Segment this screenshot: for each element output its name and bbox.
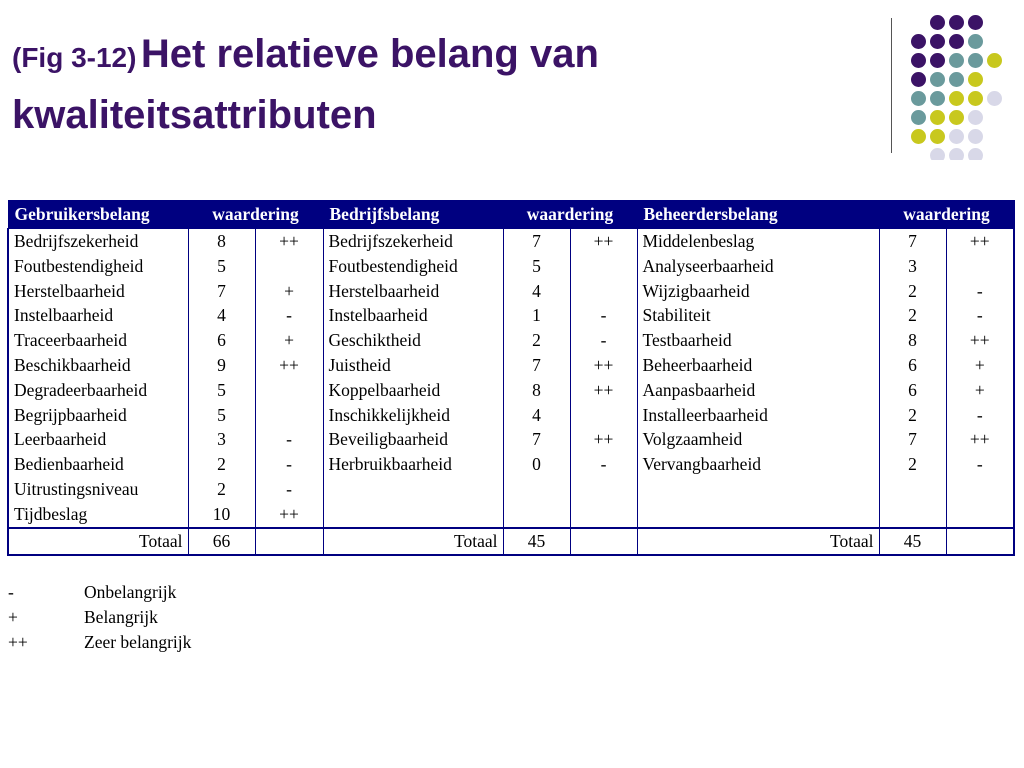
attribute-score: 4 xyxy=(503,403,570,428)
attribute-score: 8 xyxy=(879,328,946,353)
attribute-score: 4 xyxy=(188,303,255,328)
attribute-score: 8 xyxy=(188,229,255,254)
attribute-mark xyxy=(255,254,323,279)
attribute-name: Herstelbaarheid xyxy=(323,279,503,304)
attribute-mark: ++ xyxy=(255,353,323,378)
attribute-score xyxy=(503,502,570,528)
attribute-name xyxy=(323,477,503,502)
attribute-name: Tijdbeslag xyxy=(8,502,188,528)
attribute-name: Bedrijfszekerheid xyxy=(323,229,503,254)
header-gebruikersbelang: Gebruikersbelang xyxy=(8,201,188,229)
legend-text: Onbelangrijk xyxy=(84,582,177,602)
attribute-name: Geschiktheid xyxy=(323,328,503,353)
attribute-mark xyxy=(946,477,1014,502)
attribute-score: 2 xyxy=(879,303,946,328)
decorative-dot xyxy=(930,53,945,68)
attribute-score xyxy=(879,477,946,502)
attribute-name: Aanpasbaarheid xyxy=(637,378,879,403)
attribute-mark: ++ xyxy=(570,378,637,403)
legend-text: Zeer belangrijk xyxy=(84,632,192,652)
attribute-score: 6 xyxy=(879,353,946,378)
attribute-score: 0 xyxy=(503,452,570,477)
attribute-name: Begrijpbaarheid xyxy=(8,403,188,428)
table-row xyxy=(8,254,1014,279)
attribute-score: 8 xyxy=(503,378,570,403)
title-divider xyxy=(891,18,892,153)
attribute-name xyxy=(637,502,879,528)
table-row xyxy=(8,452,1014,477)
attribute-score xyxy=(503,477,570,502)
attribute-mark xyxy=(570,254,637,279)
decorative-dot xyxy=(949,110,964,125)
total-empty xyxy=(255,528,323,555)
attribute-name: Beveiligbaarheid xyxy=(323,427,503,452)
attribute-name: Uitrustingsniveau xyxy=(8,477,188,502)
attribute-score: 7 xyxy=(188,279,255,304)
attribute-name: Beschikbaarheid xyxy=(8,353,188,378)
decorative-dot xyxy=(930,72,945,87)
quality-attributes-table xyxy=(7,200,1015,556)
attribute-name: Bedienbaarheid xyxy=(8,452,188,477)
attribute-name: Foutbestendigheid xyxy=(8,254,188,279)
total-label: Totaal xyxy=(8,528,188,555)
decorative-dot xyxy=(911,110,926,125)
table-row xyxy=(8,229,1014,254)
attribute-mark: - xyxy=(946,303,1014,328)
decorative-dot xyxy=(949,129,964,144)
decorative-dot xyxy=(968,148,983,160)
decorative-dot xyxy=(911,91,926,106)
attribute-score: 5 xyxy=(503,254,570,279)
attribute-name: Foutbestendigheid xyxy=(323,254,503,279)
attribute-score: 3 xyxy=(879,254,946,279)
legend-text: Belangrijk xyxy=(84,607,158,627)
attribute-score: 7 xyxy=(503,427,570,452)
decorative-dot xyxy=(930,110,945,125)
decorative-dot xyxy=(968,129,983,144)
decorative-dot xyxy=(930,34,945,49)
attribute-name: Testbaarheid xyxy=(637,328,879,353)
attribute-mark: + xyxy=(255,279,323,304)
legend-symbol: ++ xyxy=(8,632,28,652)
attribute-name: Instelbaarheid xyxy=(8,303,188,328)
attribute-name: Vervangbaarheid xyxy=(637,452,879,477)
decorative-dot xyxy=(949,34,964,49)
decorative-dot xyxy=(949,53,964,68)
attribute-mark xyxy=(570,403,637,428)
attribute-name: Inschikkelijkheid xyxy=(323,403,503,428)
attribute-name: Analyseerbaarheid xyxy=(637,254,879,279)
attribute-mark: - xyxy=(946,452,1014,477)
total-value: 66 xyxy=(188,528,255,555)
total-empty xyxy=(946,528,1014,555)
table-row xyxy=(8,502,1014,528)
decorative-dot xyxy=(930,91,945,106)
attribute-score: 6 xyxy=(879,378,946,403)
attribute-score: 1 xyxy=(503,303,570,328)
attribute-mark: + xyxy=(946,353,1014,378)
attribute-mark: - xyxy=(946,279,1014,304)
attribute-mark: - xyxy=(255,427,323,452)
figure-number: (Fig 3-12) xyxy=(12,42,137,73)
attribute-name: Instelbaarheid xyxy=(323,303,503,328)
attribute-name: Wijzigbaarheid xyxy=(637,279,879,304)
attribute-name: Juistheid xyxy=(323,353,503,378)
attribute-name: Herstelbaarheid xyxy=(8,279,188,304)
total-value: 45 xyxy=(503,528,570,555)
attribute-mark: - xyxy=(255,303,323,328)
table-row xyxy=(8,279,1014,304)
attribute-score: 2 xyxy=(879,452,946,477)
attribute-mark xyxy=(946,502,1014,528)
table-row xyxy=(8,328,1014,353)
slide-title xyxy=(12,28,872,150)
decorative-dot xyxy=(949,91,964,106)
attribute-mark: - xyxy=(570,452,637,477)
decorative-dot xyxy=(911,129,926,144)
decorative-dot xyxy=(987,91,1002,106)
table-row xyxy=(8,353,1014,378)
decorative-dot xyxy=(911,34,926,49)
attribute-mark: - xyxy=(570,328,637,353)
table-row xyxy=(8,477,1014,502)
decorative-dot xyxy=(911,53,926,68)
total-row xyxy=(8,528,1014,555)
decorative-dot xyxy=(968,91,983,106)
attribute-mark: ++ xyxy=(255,229,323,254)
decorative-dot xyxy=(968,15,983,30)
attribute-mark: + xyxy=(255,328,323,353)
legend-symbol: + xyxy=(8,607,18,627)
attribute-name: Degradeerbaarheid xyxy=(8,378,188,403)
attribute-mark: ++ xyxy=(570,229,637,254)
attribute-mark: ++ xyxy=(255,502,323,528)
decorative-dot xyxy=(930,15,945,30)
header-waardering-2: waardering xyxy=(503,201,637,229)
attribute-mark: ++ xyxy=(570,353,637,378)
attribute-mark: - xyxy=(570,303,637,328)
attribute-score xyxy=(879,502,946,528)
attribute-name xyxy=(637,477,879,502)
total-label: Totaal xyxy=(323,528,503,555)
attribute-score: 7 xyxy=(879,427,946,452)
attribute-score: 6 xyxy=(188,328,255,353)
attribute-mark xyxy=(570,477,637,502)
decorative-dot xyxy=(968,34,983,49)
attribute-mark: - xyxy=(255,477,323,502)
attribute-score: 4 xyxy=(503,279,570,304)
attribute-name: Leerbaarheid xyxy=(8,427,188,452)
attribute-name: Koppelbaarheid xyxy=(323,378,503,403)
attribute-mark xyxy=(946,254,1014,279)
attribute-score: 2 xyxy=(879,279,946,304)
total-empty xyxy=(570,528,637,555)
total-value: 45 xyxy=(879,528,946,555)
decorative-dot xyxy=(930,129,945,144)
decorative-dot xyxy=(987,53,1002,68)
title-line-1: Het relatieve belang van xyxy=(140,32,599,76)
table-row xyxy=(8,403,1014,428)
attribute-mark: ++ xyxy=(946,427,1014,452)
attribute-score: 2 xyxy=(188,477,255,502)
decorative-dot xyxy=(968,110,983,125)
attribute-score: 3 xyxy=(188,427,255,452)
attribute-name: Volgzaamheid xyxy=(637,427,879,452)
attribute-name: Herbruikbaarheid xyxy=(323,452,503,477)
attribute-score: 2 xyxy=(879,403,946,428)
attribute-score: 5 xyxy=(188,403,255,428)
attribute-mark: + xyxy=(946,378,1014,403)
attribute-mark: ++ xyxy=(946,229,1014,254)
attribute-mark: - xyxy=(946,403,1014,428)
attribute-name: Stabiliteit xyxy=(637,303,879,328)
attribute-name: Traceerbaarheid xyxy=(8,328,188,353)
header-bedrijfsbelang: Bedrijfsbelang xyxy=(323,201,503,229)
attribute-name: Installeerbaarheid xyxy=(637,403,879,428)
table-row xyxy=(8,427,1014,452)
attribute-score: 9 xyxy=(188,353,255,378)
attribute-mark: - xyxy=(255,452,323,477)
attribute-mark xyxy=(570,279,637,304)
attribute-score: 5 xyxy=(188,254,255,279)
total-label: Totaal xyxy=(637,528,879,555)
attribute-mark xyxy=(255,403,323,428)
table-row xyxy=(8,378,1014,403)
attribute-score: 7 xyxy=(879,229,946,254)
legend-symbol: - xyxy=(8,582,14,602)
table-header-row xyxy=(8,201,1014,229)
decorative-dot xyxy=(968,72,983,87)
header-beheerdersbelang: Beheerdersbelang xyxy=(637,201,879,229)
decorative-dot xyxy=(949,148,964,160)
attribute-score: 2 xyxy=(188,452,255,477)
header-waardering-1: waardering xyxy=(188,201,323,229)
decorative-dot xyxy=(949,72,964,87)
decorative-dot xyxy=(930,148,945,160)
decorative-dot xyxy=(949,15,964,30)
attribute-name: Middelenbeslag xyxy=(637,229,879,254)
attribute-mark xyxy=(255,378,323,403)
attribute-name: Beheerbaarheid xyxy=(637,353,879,378)
attribute-score: 7 xyxy=(503,353,570,378)
decorative-dot xyxy=(911,72,926,87)
decorative-dot xyxy=(968,53,983,68)
header-waardering-3: waardering xyxy=(879,201,1014,229)
attribute-score: 7 xyxy=(503,229,570,254)
attribute-score: 5 xyxy=(188,378,255,403)
attribute-score: 10 xyxy=(188,502,255,528)
table-row xyxy=(8,303,1014,328)
attribute-mark: ++ xyxy=(570,427,637,452)
attribute-name xyxy=(323,502,503,528)
attribute-name: Bedrijfszekerheid xyxy=(8,229,188,254)
attribute-mark xyxy=(570,502,637,528)
attribute-mark: ++ xyxy=(946,328,1014,353)
title-line-2: kwaliteitsattributen xyxy=(12,93,377,137)
attribute-score: 2 xyxy=(503,328,570,353)
